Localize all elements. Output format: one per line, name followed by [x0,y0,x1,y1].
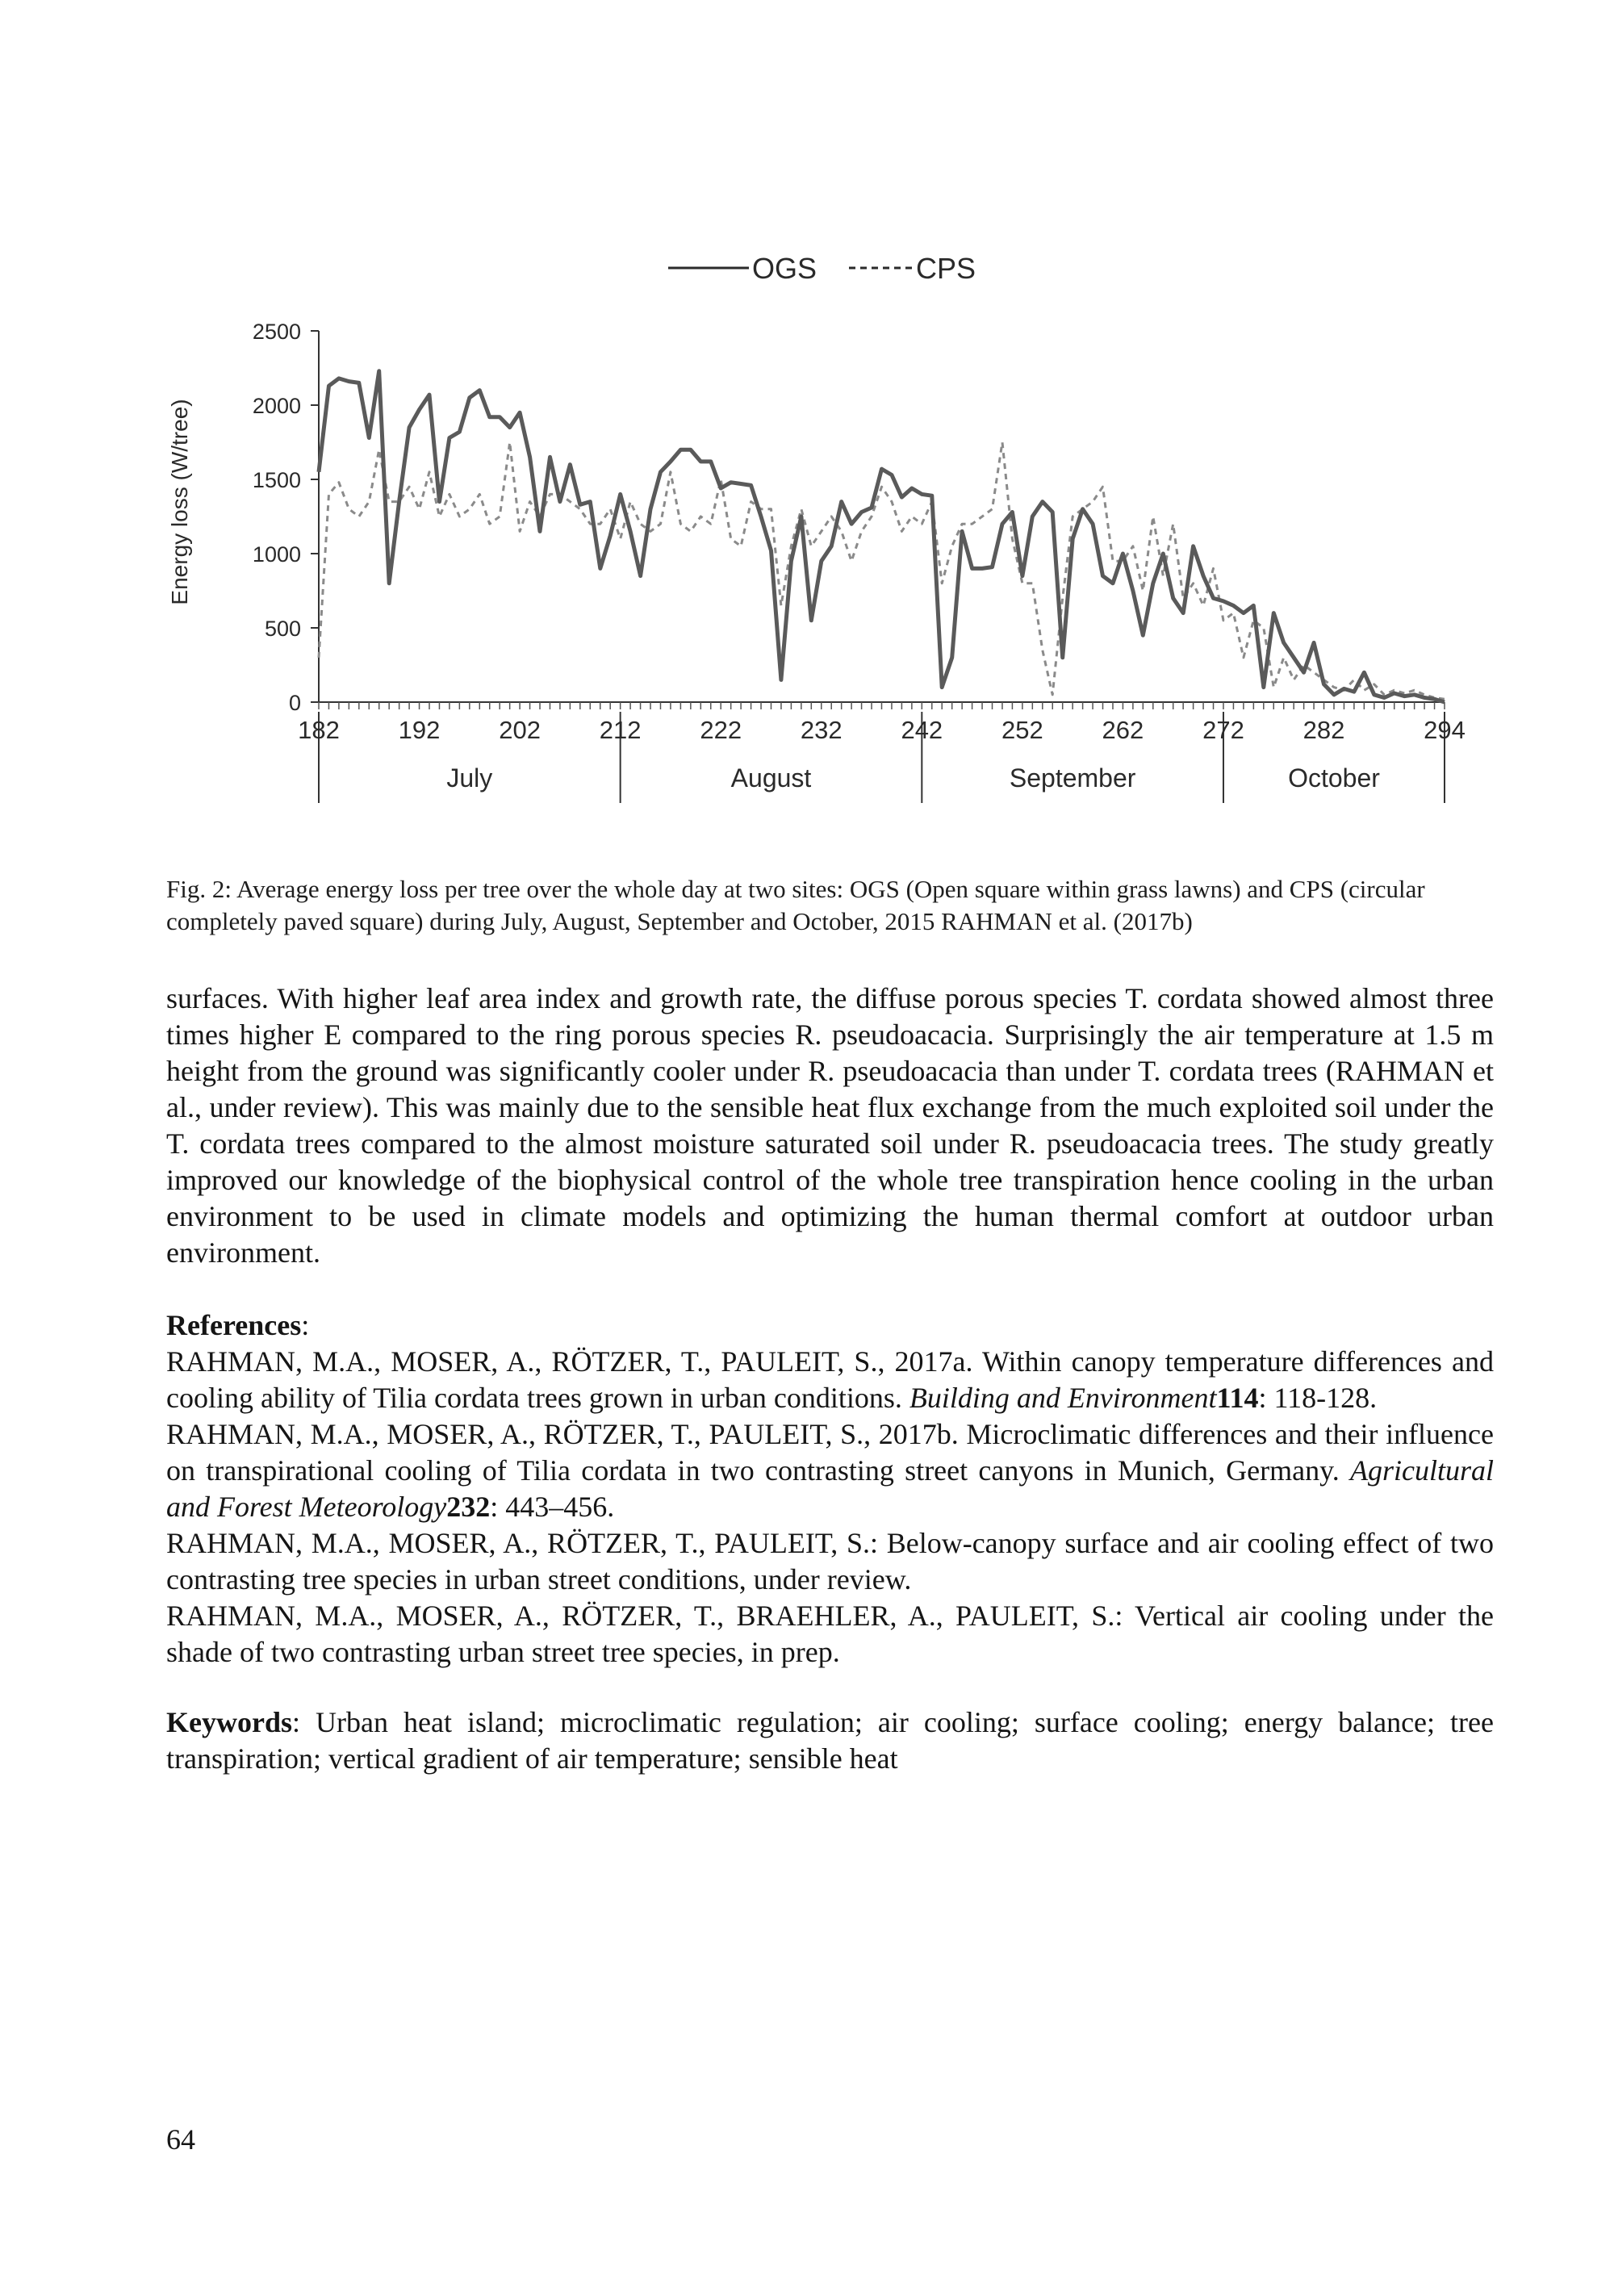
reference-item: RAHMAN, M.A., MOSER, A., RÖTZER, T., BRAEHLER, A., PAULEIT, S.: Vertical air cooling under the shade of two contrasting urban street tree species, in prep. [166,1600,1494,1668]
keywords-text: : Urban heat island; microclimatic regulation; air cooling; surface cooling; energy balance; tree transpiration; vertical gradient of air temperature; sensible heat [166,1706,1494,1775]
x-tick-label: 282 [1302,716,1345,744]
x-tick-label: 202 [499,716,541,744]
chart-ticks [253,320,1466,793]
reference-volume: 114 [1216,1382,1259,1414]
x-tick-label: 222 [700,716,742,744]
references-heading-line [166,1307,1494,1344]
legend-cps-label: CPS [916,252,976,285]
x-tick-label: 182 [298,716,340,744]
legend-ogs-label: OGS [752,252,817,285]
references-section [166,1307,1494,1671]
keywords-line [166,1704,1494,1777]
reference-item [166,1344,1494,1416]
y-tick-label: 1500 [252,468,301,492]
month-label: October [1288,763,1380,793]
keywords-section [166,1704,1494,1777]
reference-journal: Agricultural and Forest Meteorology [166,1454,1494,1523]
page-number: 64 [166,2123,195,2156]
x-tick-label: 192 [398,716,441,744]
reference-volume: 232 [446,1491,491,1523]
body-paragraph [166,981,1494,1271]
series-line-cps [319,442,1445,699]
figure-caption: Fig. 2: Average energy loss per tree over the whole day at two sites: OGS (Open square within grass lawns) and CPS (circular completely paved square) during July, August, September and October, 2015 RAHMAN et al. (2017b) [166,875,1425,935]
body-paragraph-text: surfaces. With higher leaf area index and growth rate, the diffuse porous species T. cordata showed almost three times higher E compared to the ring porous species R. pseudoacacia. Surprisingly the air temperature at 1.5 m height from the ground was significantly cooler under R. pseudoacacia than under T. cordata trees (RAHMAN et al., under review). This was mainly due to the sensible heat flux exchange from the much exploited soil under the T. cordata trees compared to the almost moisture saturated soil under R. pseudoacacia trees. The study greatly improved our knowledge of the biophysical control of the whole tree transpiration hence cooling in the urban environment to be used in climate models and optimizing the human thermal comfort at outdoor urban environment. [166,982,1494,1269]
chart-axes [319,331,1445,803]
reference-pages: : 118-128. [1258,1382,1378,1414]
chart-legend [668,252,976,285]
x-tick-label: 272 [1202,716,1244,744]
x-tick-label: 232 [800,716,843,744]
chart-series [319,371,1445,702]
reference-journal: Building and Environment [909,1382,1217,1414]
x-tick-label: 252 [1001,716,1043,744]
month-label: September [1009,763,1136,793]
reference-text: RAHMAN, M.A., MOSER, A., RÖTZER, T., PAULEIT, S., 2017a. Within canopy temperature differences and cooling ability of Tilia cordata trees grown in urban conditions. [166,1345,1494,1414]
y-axis-label: Energy loss (W/tree) [167,399,192,605]
month-label: July [446,763,493,793]
month-label: August [730,763,812,793]
keywords-label: Keywords [166,1706,292,1738]
y-tick-label: 500 [264,617,301,641]
x-tick-label: 212 [599,716,642,744]
y-tick-label: 1000 [252,542,301,567]
energy-loss-chart [145,234,1485,831]
reference-item: RAHMAN, M.A., MOSER, A., RÖTZER, T., PAULEIT, S.: Below-canopy surface and air cooling effect of two contrasting tree species in urban street conditions, under review. [166,1527,1494,1595]
reference-item [166,1416,1494,1525]
x-tick-label: 242 [901,716,943,744]
y-tick-label: 2000 [252,394,301,418]
series-line-ogs [319,371,1445,702]
x-tick-label: 262 [1102,716,1144,744]
y-tick-label: 2500 [252,320,301,344]
reference-pages: : 443–456. [490,1491,615,1523]
reference-text: RAHMAN, M.A., MOSER, A., RÖTZER, T., PAULEIT, S., 2017b. Microclimatic differences and their influence on transpirational cooling of Tilia cordata in two contrasting street canyons in Munich, Germany. [166,1418,1494,1487]
x-tick-label: 294 [1424,716,1466,744]
y-tick-label: 0 [288,691,301,715]
references-heading: References [166,1309,302,1341]
references-heading-colon: : [301,1309,310,1341]
